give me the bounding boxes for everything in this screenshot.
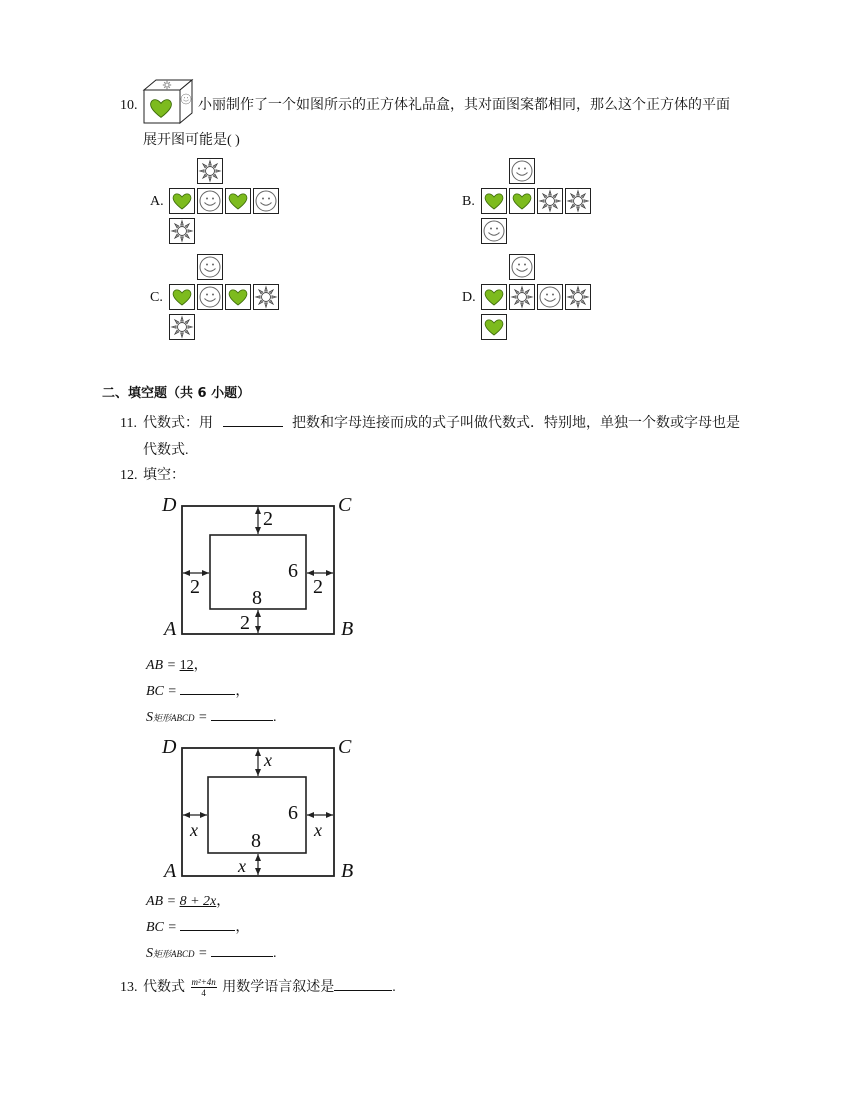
q13-before: 代数式 (143, 980, 185, 995)
option-c-label: C. (150, 290, 163, 305)
bc-label: BC = (146, 684, 181, 699)
smile-icon (197, 254, 223, 280)
bc-line-2 (146, 918, 249, 938)
option-b[interactable] (460, 158, 600, 246)
sun-icon (537, 188, 563, 214)
corner-a-label: A (164, 618, 177, 640)
heart-icon (169, 284, 195, 310)
area-end: . (272, 710, 277, 725)
corner-b-label: B (341, 860, 354, 882)
bc-answer-blank[interactable] (180, 694, 235, 695)
area-eq: = (194, 946, 211, 961)
sun-icon (169, 218, 195, 244)
heart-icon (509, 188, 535, 214)
sun-icon (509, 284, 535, 310)
option-d[interactable] (460, 254, 600, 342)
area-subscript: 矩形ABCD (153, 949, 195, 959)
inner-width-label: 8 (252, 587, 262, 609)
q13-answer-blank[interactable] (334, 990, 392, 991)
corner-c-label: C (338, 736, 352, 758)
heart-icon (481, 314, 507, 340)
ab-line-1 (146, 656, 208, 676)
q10-question-text: 小丽制作了一个如图所示的正方体礼品盒，其对面图案都相同，那么这个正方体的平面 (198, 98, 730, 113)
bc-answer-blank[interactable] (180, 930, 235, 931)
smile-icon (509, 158, 535, 184)
fraction (191, 977, 217, 998)
area-line-2 (146, 944, 276, 964)
q11-text-line2: 代数式. (143, 443, 189, 458)
q13-number: 13. (120, 980, 138, 995)
bc-label: BC = (146, 920, 181, 935)
area-answer-blank[interactable] (211, 956, 273, 957)
ab-end: ， (216, 894, 231, 909)
sun-icon (253, 284, 279, 310)
corner-a-label: A (164, 860, 177, 882)
ab-value: 8 + 2x (179, 894, 217, 909)
q11-before: 代数式：用 (143, 416, 213, 431)
ab-line-2 (146, 892, 230, 912)
bc-end: ， (235, 684, 250, 699)
heart-icon (169, 188, 195, 214)
sun-icon (565, 284, 591, 310)
area-answer-blank[interactable] (211, 720, 273, 721)
q12-label: 填空： (143, 468, 185, 483)
area-label: S (146, 946, 153, 961)
q11-answer-blank[interactable] (223, 426, 283, 427)
rectangle-figure-1 (160, 494, 360, 644)
option-c[interactable] (148, 254, 288, 342)
heart-icon (225, 284, 251, 310)
corner-b-label: B (341, 618, 354, 640)
ab-end: ， (193, 658, 208, 673)
bottom-gap-label: 2 (240, 612, 250, 634)
top-gap-label: x (264, 750, 272, 770)
heart-icon (225, 188, 251, 214)
corner-c-label: C (338, 494, 352, 516)
q13-after: 用数学语言叙述是 (222, 980, 335, 995)
bc-line-1 (146, 682, 249, 702)
q11-text (143, 414, 740, 434)
area-eq: = (194, 710, 211, 725)
option-d-label: D. (462, 290, 476, 305)
smile-icon (481, 218, 507, 244)
sun-icon (169, 314, 195, 340)
area-label: S (146, 710, 153, 725)
corner-d-label: D (162, 736, 177, 758)
q10-number: 10. (120, 98, 138, 113)
inner-height-label: 6 (288, 802, 298, 824)
option-a-label: A. (150, 194, 164, 209)
section-title: 二、填空题（共 6 小题） (102, 386, 251, 401)
q13-text (143, 974, 396, 1002)
bc-end: ， (235, 920, 250, 935)
area-end: . (272, 946, 277, 961)
q10-question-text-line2: 展开图可能是( ) (143, 133, 240, 148)
ab-label: AB = (146, 658, 180, 673)
smile-icon (253, 188, 279, 214)
right-gap-label: x (314, 820, 322, 840)
option-b-label: B. (462, 194, 475, 209)
q11-number: 11. (120, 416, 137, 431)
heart-icon (481, 284, 507, 310)
top-gap-label: 2 (263, 508, 273, 530)
right-gap-label: 2 (313, 576, 323, 598)
option-a[interactable] (148, 158, 288, 246)
bottom-gap-label: x (238, 856, 246, 876)
rectangle-figure-2 (160, 736, 360, 886)
smile-icon (197, 284, 223, 310)
sun-icon (565, 188, 591, 214)
ab-label: AB = (146, 894, 180, 909)
sun-icon (197, 158, 223, 184)
smile-icon (509, 254, 535, 280)
smile-icon (537, 284, 563, 310)
left-gap-label: 2 (190, 576, 200, 598)
ab-value: 12 (179, 658, 194, 673)
fraction-denominator: 4 (201, 988, 206, 999)
q13-end: . (392, 980, 396, 995)
q12-number: 12. (120, 468, 138, 483)
inner-width-label: 8 (251, 830, 261, 852)
gift-box-cube-image (142, 78, 198, 124)
smile-icon (197, 188, 223, 214)
area-subscript: 矩形ABCD (153, 713, 195, 723)
area-line-1 (146, 708, 276, 728)
left-gap-label: x (190, 820, 198, 840)
inner-height-label: 6 (288, 560, 298, 582)
corner-d-label: D (162, 494, 177, 516)
q11-after: 把数和字母连接而成的式子叫做代数式．特别地，单独一个数或字母也是 (292, 416, 740, 431)
fraction-numerator: m²+4n (191, 977, 216, 988)
heart-icon (481, 188, 507, 214)
